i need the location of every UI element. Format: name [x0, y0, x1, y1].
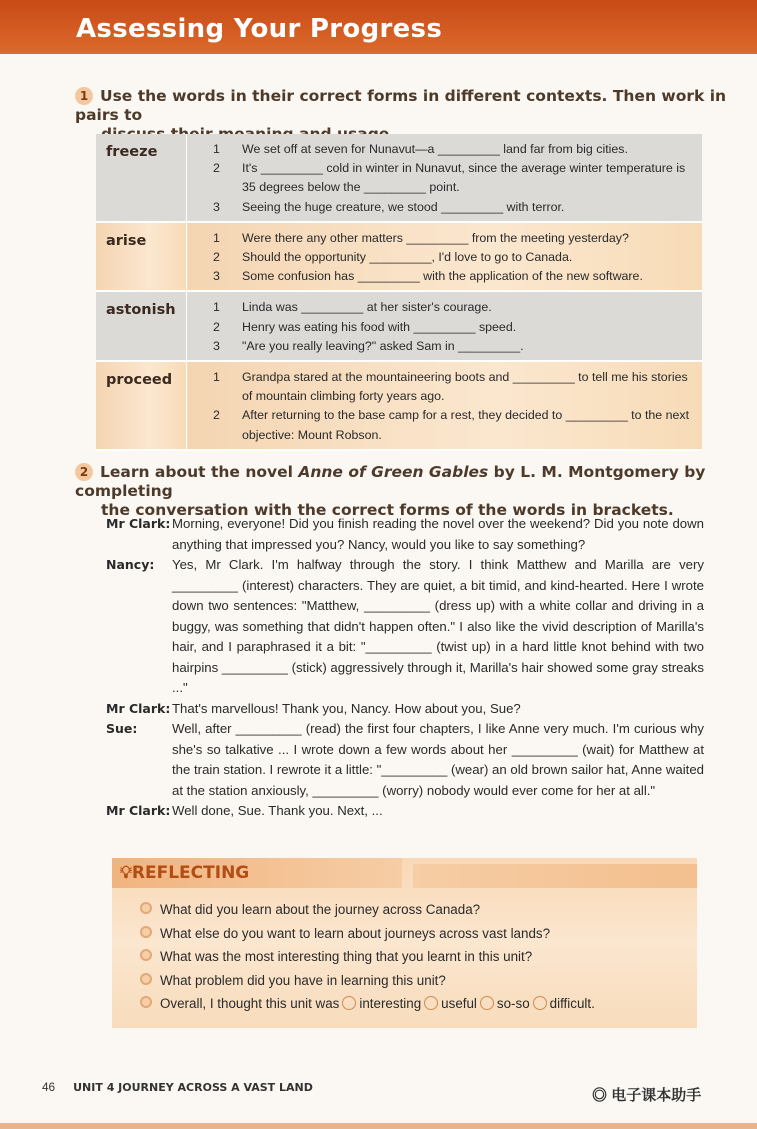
vocab-row	[96, 291, 702, 361]
reflecting-question-text: What was the most interesting thing that you learnt in this unit?	[160, 949, 533, 965]
question-2-heading-line2: the conversation with the correct forms of the words in brackets.	[101, 501, 674, 519]
reflecting-title	[120, 863, 249, 883]
sentence-text: "Are you really leaving?" asked Sam in _________.	[242, 338, 524, 353]
sentence-number: 3	[213, 269, 220, 284]
speaker: Mr Clark:	[106, 700, 171, 716]
vocabulary-table	[96, 134, 702, 451]
bottom-strip	[0, 1123, 757, 1129]
bullet-icon	[140, 902, 152, 914]
reflecting-box	[112, 858, 697, 1028]
vocab-row	[96, 361, 702, 450]
sentence-number: 2	[213, 250, 220, 265]
conversation	[106, 514, 704, 822]
page-footer	[42, 1080, 313, 1094]
vocab-word: freeze	[96, 134, 187, 222]
conversation-line	[106, 699, 704, 720]
conversation-line	[106, 801, 704, 822]
sentence-text: After returning to the base camp for a rest, they decided to _________ to the next objective: Mount Robson.	[242, 408, 690, 442]
sentence-text: Seeing the huge creature, we stood _________ with terror.	[242, 199, 565, 214]
vocab-sentence	[213, 267, 692, 286]
speaker: Nancy:	[106, 557, 155, 572]
page-header	[0, 0, 757, 54]
vocab-word: arise	[96, 222, 187, 292]
overall-prefix: Overall, I thought this unit was	[160, 996, 340, 1012]
utterance: That's marvellous! Thank you, Nancy. How about you, Sue?	[172, 700, 521, 716]
sentence-text: Henry was eating his food with _________ speed.	[242, 319, 517, 334]
sentence-number: 1	[213, 230, 220, 245]
sentence-text: Grandpa stared at the mountaineering boots and _________ to tell me his stories of mountain climbing forty years ago.	[242, 370, 688, 404]
speaker: Sue:	[106, 721, 138, 736]
bullet-icon	[140, 973, 152, 985]
bullet-icon	[140, 996, 152, 1008]
reflecting-question-text: What did you learn about the journey across Canada?	[160, 902, 481, 917]
sentence-number: 3	[213, 338, 220, 353]
utterance: Well done, Sue. Thank you. Next, ...	[172, 803, 383, 818]
reflecting-title-text: REFLECTING	[131, 863, 250, 883]
option-circle[interactable]	[533, 996, 547, 1010]
sentence-number: 2	[213, 408, 220, 423]
reflecting-question	[140, 945, 595, 969]
watermark	[592, 1084, 701, 1105]
sentence-text: Were there any other matters _________ from the meeting yesterday?	[242, 230, 629, 245]
reflecting-overall	[140, 992, 595, 1016]
vocab-sentence	[213, 337, 692, 356]
vocab-sentence	[213, 298, 692, 317]
vocab-sentence	[213, 198, 692, 217]
vocab-sentences	[187, 361, 703, 450]
vocab-sentences	[187, 291, 703, 361]
question-2-heading-a: Learn about the novel	[100, 463, 299, 481]
sentence-number: 2	[213, 161, 220, 176]
bullet-icon	[140, 949, 152, 961]
sentence-text: Some confusion has _________ with the application of the new software.	[242, 269, 643, 284]
vocab-row	[96, 222, 702, 292]
reflecting-question	[140, 969, 595, 993]
reflecting-question	[140, 898, 595, 922]
question-1-heading-line1: Use the words in their correct forms in different contexts. Then work in pairs to	[75, 87, 727, 124]
sentence-text: We set off at seven for Nunavut—a _________ land far from big cities.	[242, 142, 628, 156]
sentence-number: 1	[213, 142, 220, 156]
vocab-word: proceed	[96, 361, 187, 450]
bullet-icon	[140, 926, 152, 938]
page-title: Assessing Your Progress	[76, 14, 443, 44]
vocab-sentence	[213, 140, 692, 159]
utterance: Morning, everyone! Did you finish reading the novel over the weekend? Did you note down anything that impressed you? Nancy, would you like to say something?	[172, 516, 704, 552]
watermark-text: 电子课本助手	[611, 1087, 702, 1104]
page-number: 46	[42, 1080, 56, 1094]
question-2-heading	[75, 463, 757, 520]
question-2-number: 2	[75, 463, 93, 481]
sentence-number: 2	[213, 319, 220, 334]
unit-title: UNIT 4 JOURNEY ACROSS A VAST LAND	[73, 1081, 313, 1094]
vocab-sentence	[213, 159, 692, 197]
option-label: so-so	[496, 996, 530, 1012]
reflecting-question-text: What else do you want to learn about journeys across vast lands?	[160, 925, 551, 941]
vocab-sentence	[213, 318, 692, 337]
sentence-text: Linda was _________ at her sister's courage.	[242, 300, 492, 315]
utterance: Yes, Mr Clark. I'm halfway through the story. I think Matthew and Marilla are very _________ (interest) characters. They are quiet, a bit timid, and kind-hearted. Here I wrote down two sentences: "Matthew, _________ (dress up) with a white collar and driving in a buggy, was something that didn't happen often." I also like the vivid description of Marilla's hair, and I paraphrased it a bit: "_________ (twist up) in a hard little knot behind with two hairpins _________ (stick) aggressively through it, Marilla's hair showed some gray streaks ..."	[172, 557, 704, 695]
speaker: Mr Clark:	[106, 803, 171, 818]
vocab-sentences	[187, 222, 703, 292]
vocab-row	[96, 134, 702, 222]
question-2-heading-c: by L. M. Montgomery by completing	[75, 463, 706, 500]
vocab-sentence	[213, 229, 692, 248]
sentence-text: Should the opportunity _________, I'd love to go to Canada.	[242, 250, 573, 265]
question-1-number: 1	[75, 87, 93, 105]
option-circle[interactable]	[424, 996, 438, 1010]
vocab-sentence	[213, 406, 692, 444]
vocab-sentence	[213, 248, 692, 267]
vocab-sentences	[187, 134, 703, 222]
option-label: difficult.	[549, 996, 595, 1012]
option-label: interesting	[359, 996, 422, 1012]
conversation-line	[106, 555, 704, 699]
speaker: Mr Clark:	[106, 516, 171, 531]
wechat-icon: ◎	[592, 1087, 608, 1104]
reflecting-question-text: What problem did you have in learning this unit?	[160, 972, 446, 988]
option-circle[interactable]	[342, 996, 356, 1010]
option-circle[interactable]	[480, 996, 494, 1010]
lightbulb-icon: 💡︎	[120, 863, 132, 883]
conversation-line	[106, 514, 704, 555]
utterance: Well, after _________ (read) the first four chapters, I like Anne very much. I'm curious why she's so talkative ... I wrote down a few words about her _________ (wait) for Matthew at the train station. I rewrote it a little: "_________ (wear) an old brown sailor hat, Anne waited at the station anxiously, _________ (worry) nobody would ever come for her at all."	[172, 721, 704, 798]
sentence-text: It's _________ cold in winter in Nunavut, since the average winter temperature is 35 degrees below the _________ point.	[242, 161, 686, 195]
sentence-number: 1	[213, 300, 220, 315]
reflecting-tab-right	[413, 864, 697, 888]
option-label: useful	[441, 996, 477, 1012]
vocab-word: astonish	[96, 291, 187, 361]
conversation-line	[106, 719, 704, 801]
novel-title: Anne of Green Gables	[298, 463, 489, 481]
sentence-number: 1	[213, 370, 220, 385]
vocab-sentence	[213, 368, 692, 406]
reflecting-question	[140, 922, 595, 946]
sentence-number: 3	[213, 199, 220, 214]
reflecting-questions	[140, 898, 595, 1016]
